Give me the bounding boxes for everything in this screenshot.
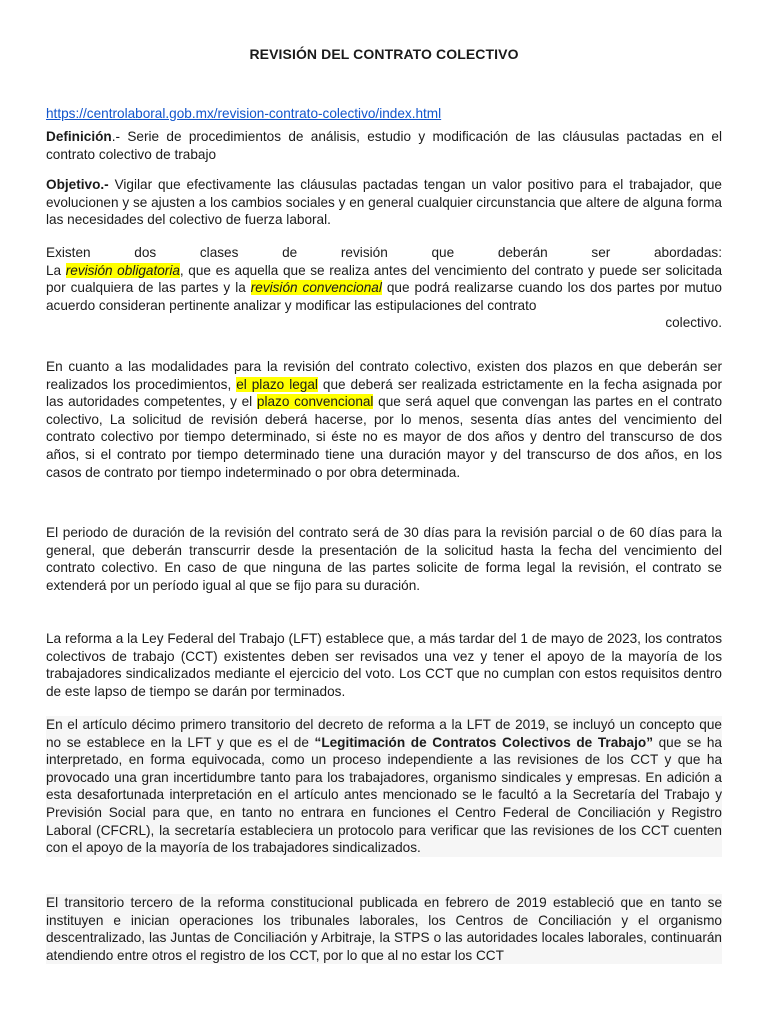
plazos-text-1: En cuanto a las modalidades para la revisión del contrato colectivo, existen dos plazos en que deberán ser realizados los procedimientos, (46, 359, 722, 392)
page-title: REVISIÓN DEL CONTRATO COLECTIVO (249, 46, 519, 62)
plazos-text-3: que será aquel que convengan las partes en el contrato colectivo, La solicitud de revisión deberá hacerse, por lo menos, sesenta días antes del vencimiento del contrato colectivo por tiempo determinado, si éste no es mayor de dos años y dentro del transcurso de dos años, si el contrato por tiempo determinado tiene una duración mayor y del transcurso de dos años, en los casos de contrato por tiempo indeterminado o por obra determinada. (46, 394, 723, 480)
clases-paragraph (46, 244, 722, 332)
clases-text-1: La (46, 262, 66, 278)
definicion-text: .- Serie de procedimientos de análisis, estudio y modificación de las cláusulas pactadas en el contrato colectivo de trabajo (46, 129, 722, 162)
source-link[interactable]: https://centrolaboral.gob.mx/revision-contrato-colectivo/index.html (46, 106, 442, 121)
highlight-plazo-legal: el plazo legal (236, 376, 318, 392)
clases-last-word: colectivo. (665, 315, 722, 331)
legitimacion-bold: “Legitimación de Contratos Colectivos de Trabajo” (314, 734, 653, 750)
highlight-revision-obligatoria: revisión obligatoria (65, 262, 180, 278)
clases-first-line: Existen dos clases de revisión que deberán ser abordadas: (46, 245, 722, 260)
articulo-text-1: En el artículo décimo primero transitorio del decreto de reforma a la LFT de 2019, se incluyó un concepto que no se establece en la LFT y que es el de (46, 717, 722, 750)
objetivo-label: Objetivo.- (46, 177, 109, 192)
plazos-paragraph (46, 358, 722, 481)
highlight-revision-convencional: revisión convencional (250, 280, 382, 296)
clases-text-3: que podrá realizarse cuando los dos partes por mutuo acuerdo consideran pertinente analizar y modificar las estipulaciones del contrato (46, 280, 722, 313)
clases-text-2: , que es aquella que se realiza antes del vencimiento del contrato y puede ser solicitada por cualquiera de las partes y la (46, 262, 723, 296)
objetivo-paragraph (46, 176, 722, 229)
definicion-paragraph (46, 128, 722, 163)
plazos-text-2: que deberá ser realizada estrictamente en la fecha asignada por las autoridades competentes, y el (46, 376, 723, 410)
articulo-text-2: que se ha interpretado, en forma equivocada, como un proceso independiente a las revisiones de los CCT y que ha provocado una gran incertidumbre tanto para los trabajadores, organismo sindicales y empresas. En adición a esta desafortunada interpretación en el artículo antes mencionado se le facultó a la Secretaría del Trabajo y Previsión Social para que, en tanto no entrara en funciones el Centro Federal de Conciliación y Registro Laboral (CFCRL), la secretaría estableciera un protocolo para verificar que las revisiones de los CCT cuenten con el apoyo de la mayoría de los trabajadores sindicalizados. (46, 734, 722, 856)
transitorio-paragraph: El transitorio tercero de la reforma constitucional publicada en febrero de 2019 estableció que en tanto se instituyen e inician operaciones los tribunales laborales, los Centros de Conciliación y el organismo descentralizado, las Juntas de Conciliación y Arbitraje, la STPS o las autoridades locales laborales, continuarán atendiendo entre otros el registro de los CCT, por lo que al no estar los CCT (46, 895, 722, 963)
definicion-label: Definición (46, 129, 112, 144)
periodo-paragraph: El periodo de duración de la revisión del contrato será de 30 días para la revisión parcial o de 60 días para la general, que deberán transcurrir desde la presentación de la solicitud hasta la fecha del vencimiento del contrato colectivo. En caso de que ninguna de las partes solicite de forma legal la revisión, el contrato se extenderá por un período igual al que se fijo para su duración. (46, 525, 722, 593)
reforma-paragraph: La reforma a la Ley Federal del Trabajo (LFT) establece que, a más tardar del 1 de mayo de 2023, los contratos colectivos de trabajo (CCT) existentes deben ser revisados una vez y tener el apoyo de la mayoría de los trabajadores sindicalizados mediante el ejercicio del voto. Los CCT que no cumplan con estos requisitos dentro de este lapso de tiempo se darán por terminados. (46, 631, 722, 699)
objetivo-text: Vigilar que efectivamente las cláusulas pactadas tengan un valor positivo para el trabajador, que evolucionen y se ajusten a los cambios sociales y en general cualquier circunstancia que altere de alguna forma las necesidades del colectivo de fuerza laboral. (46, 177, 722, 228)
highlight-plazo-convencional: plazo convencional (256, 394, 374, 410)
articulo-paragraph (46, 716, 722, 857)
